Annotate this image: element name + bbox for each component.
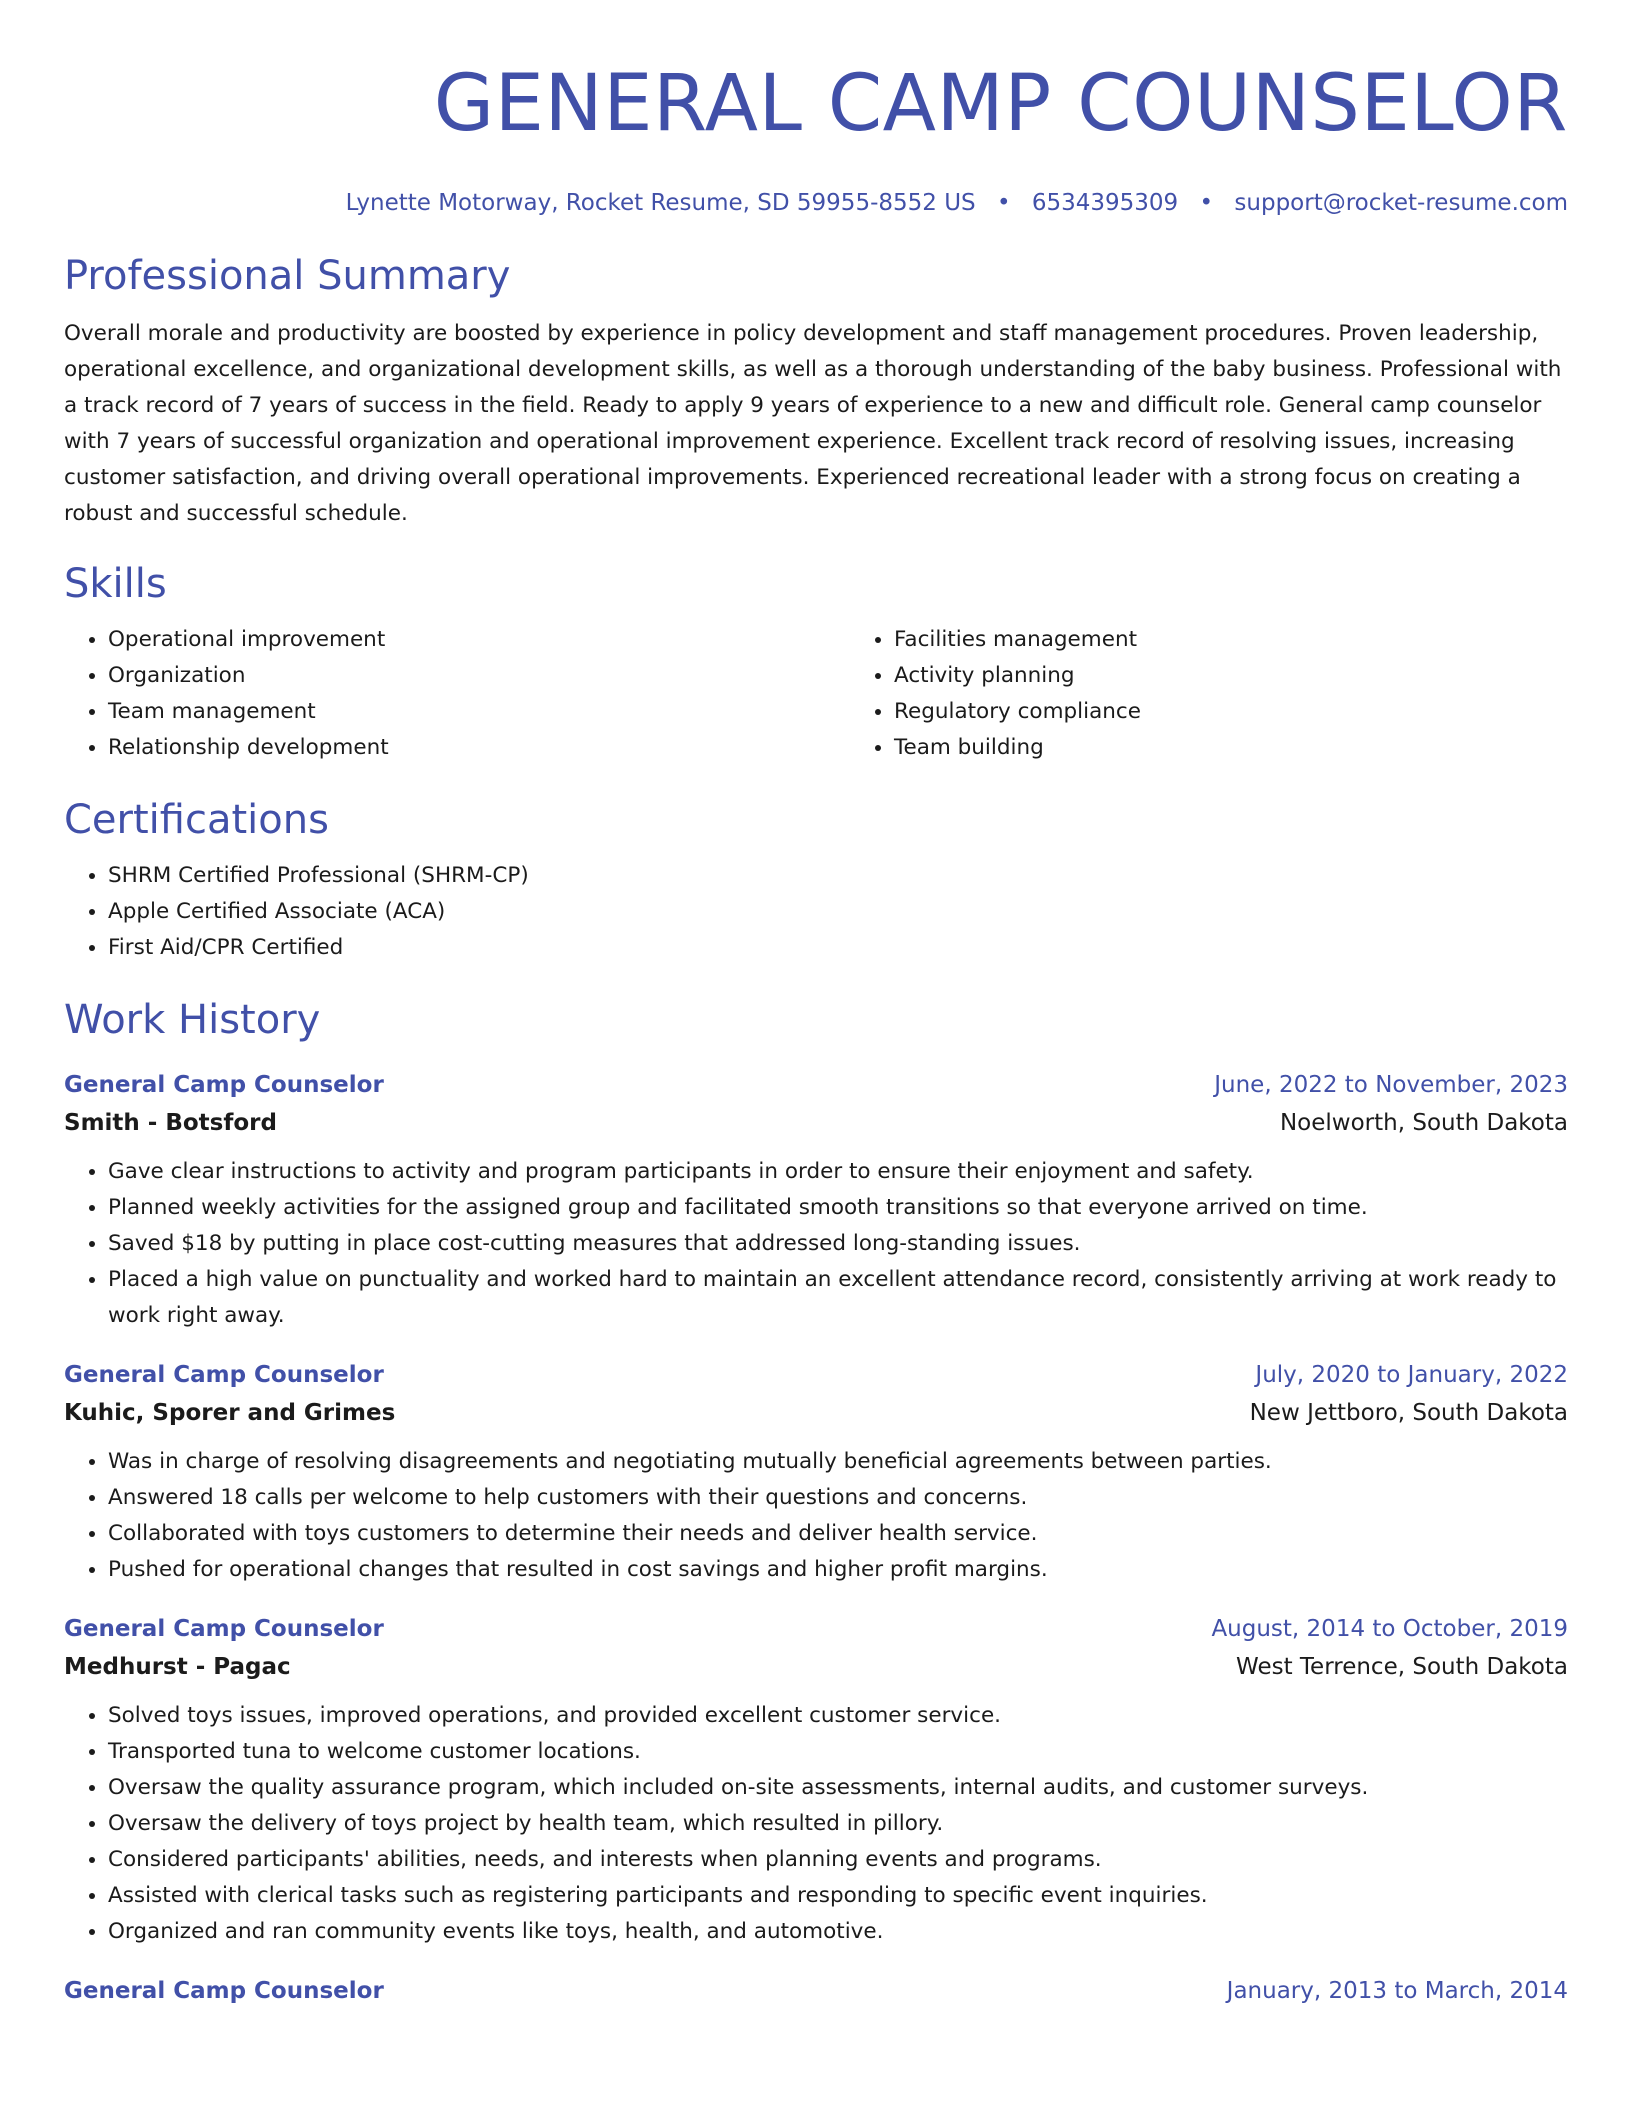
job-dates: August, 2014 to October, 2019 bbox=[1211, 1616, 1568, 1642]
job-dates: June, 2022 to November, 2023 bbox=[1214, 1072, 1568, 1098]
job-bullet: • Organized and ran community events like toys, health, and automotive. bbox=[108, 1914, 1568, 1950]
skill-item: • Activity planning bbox=[894, 658, 1632, 694]
contact-phone: 6534395309 bbox=[1031, 190, 1179, 216]
job-header-row bbox=[64, 1972, 1568, 2010]
job-title: General Camp Counselor bbox=[64, 1978, 384, 2004]
section-heading-certifications: Certifications bbox=[64, 797, 329, 843]
job-company-row bbox=[64, 1104, 1568, 1142]
job-bullet: • Saved $18 by putting in place cost-cutting measures that addressed long-standing issues. bbox=[108, 1226, 1568, 1262]
contact-email: support@rocket-resume.com bbox=[1234, 190, 1568, 216]
certifications-section bbox=[64, 792, 1568, 966]
job-bullet: • Assisted with clerical tasks such as registering participants and responding to specific event inquiries. bbox=[108, 1878, 1568, 1914]
job-dates: January, 2013 to March, 2014 bbox=[1226, 1978, 1568, 2004]
job-bullet-list bbox=[64, 1154, 1568, 1334]
job-title: General Camp Counselor bbox=[64, 1072, 384, 1098]
job-bullet: • Transported tuna to welcome customer locations. bbox=[108, 1734, 1568, 1770]
job-company: Medhurst - Pagac bbox=[64, 1654, 291, 1680]
skill-item: • Relationship development bbox=[108, 730, 850, 766]
contact-line bbox=[64, 186, 1568, 220]
job-bullet: • Was in charge of resolving disagreements and negotiating mutually beneficial agreements between parties. bbox=[108, 1444, 1568, 1480]
job-bullet: • Gave clear instructions to activity and program participants in order to ensure their enjoyment and safety. bbox=[108, 1154, 1568, 1190]
job-entry bbox=[64, 1972, 1568, 2010]
job-bullet: • Oversaw the delivery of toys project by health team, which resulted in pillory. bbox=[108, 1806, 1568, 1842]
job-bullet: • Solved toys issues, improved operations, and provided excellent customer service. bbox=[108, 1698, 1568, 1734]
job-bullet: • Answered 18 calls per welcome to help customers with their questions and concerns. bbox=[108, 1480, 1568, 1516]
professional-summary-section bbox=[64, 248, 1568, 532]
work-history-section bbox=[64, 992, 1568, 2010]
skill-item: • Organization bbox=[108, 658, 850, 694]
skill-item: • Regulatory compliance bbox=[894, 694, 1632, 730]
job-bullet: • Oversaw the quality assurance program, which included on-site assessments, internal audits, and customer surveys. bbox=[108, 1770, 1568, 1806]
job-entry bbox=[64, 1610, 1568, 1950]
job-entry bbox=[64, 1066, 1568, 1334]
contact-separator: • bbox=[1199, 190, 1214, 216]
resume-title: GENERAL CAMP COUNSELOR bbox=[433, 59, 1568, 149]
job-bullet: • Planned weekly activities for the assigned group and facilitated smooth transitions so that everyone arrived on time. bbox=[108, 1190, 1568, 1226]
job-title: General Camp Counselor bbox=[64, 1362, 384, 1388]
job-location: West Terrence, South Dakota bbox=[1236, 1654, 1568, 1680]
job-bullet: • Collaborated with toys customers to determine their needs and deliver health service. bbox=[108, 1516, 1568, 1552]
job-location: New Jettboro, South Dakota bbox=[1249, 1400, 1568, 1426]
skills-section bbox=[64, 556, 1568, 766]
job-header-row bbox=[64, 1356, 1568, 1394]
job-bullet: • Placed a high value on punctuality and worked hard to maintain an excellent attendance record, consistently arriving at work ready to work right away. bbox=[108, 1262, 1568, 1334]
certification-item: • Apple Certified Associate (ACA) bbox=[108, 894, 1568, 930]
job-bullet: • Pushed for operational changes that resulted in cost savings and higher profit margins. bbox=[108, 1552, 1568, 1588]
skills-grid bbox=[64, 622, 1568, 766]
skills-list-right bbox=[850, 622, 1632, 766]
job-company-row bbox=[64, 1394, 1568, 1432]
skill-item: • Team building bbox=[894, 730, 1632, 766]
job-company-row bbox=[64, 1648, 1568, 1686]
job-title: General Camp Counselor bbox=[64, 1616, 384, 1642]
skill-item: • Facilities management bbox=[894, 622, 1632, 658]
job-entry bbox=[64, 1356, 1568, 1588]
section-heading-work-history: Work History bbox=[64, 997, 321, 1043]
certifications-list bbox=[64, 858, 1568, 966]
job-bullet: • Considered participants' abilities, needs, and interests when planning events and programs. bbox=[108, 1842, 1568, 1878]
job-location: Noelworth, South Dakota bbox=[1279, 1110, 1568, 1136]
summary-text: Overall morale and productivity are boosted by experience in policy development and staff management procedures. Proven leadership, operational excellence, and organizational development skills, as well as a thorough understanding of the baby business. Professional with a track record of 7 years of success in the field. Ready to apply 9 years of experience to a new and difficult role. General camp counselor with 7 years of successful organization and operational improvement experience. Excellent track record of resolving issues, increasing customer satisfaction, and driving overall operational improvements. Experienced recreational leader with a strong focus on creating a robust and successful schedule. bbox=[64, 321, 1562, 526]
job-header-row bbox=[64, 1610, 1568, 1648]
contact-separator: • bbox=[996, 190, 1011, 216]
job-company: Smith - Botsford bbox=[64, 1110, 277, 1136]
certification-item: • SHRM Certified Professional (SHRM-CP) bbox=[108, 858, 1568, 894]
certification-item: • First Aid/CPR Certified bbox=[108, 930, 1568, 966]
job-bullet-list bbox=[64, 1698, 1568, 1950]
job-header-row bbox=[64, 1066, 1568, 1104]
skill-item: • Team management bbox=[108, 694, 850, 730]
contact-address: Lynette Motorway, Rocket Resume, SD 59955-8552 US bbox=[345, 190, 976, 216]
section-heading-summary: Professional Summary bbox=[64, 253, 511, 299]
job-bullet-list bbox=[64, 1444, 1568, 1588]
skills-list-left bbox=[64, 622, 850, 766]
job-dates: July, 2020 to January, 2022 bbox=[1255, 1362, 1568, 1388]
job-company: Kuhic, Sporer and Grimes bbox=[64, 1400, 396, 1426]
section-heading-skills: Skills bbox=[64, 561, 167, 607]
resume-header bbox=[64, 0, 1568, 220]
skill-item: • Operational improvement bbox=[108, 622, 850, 658]
